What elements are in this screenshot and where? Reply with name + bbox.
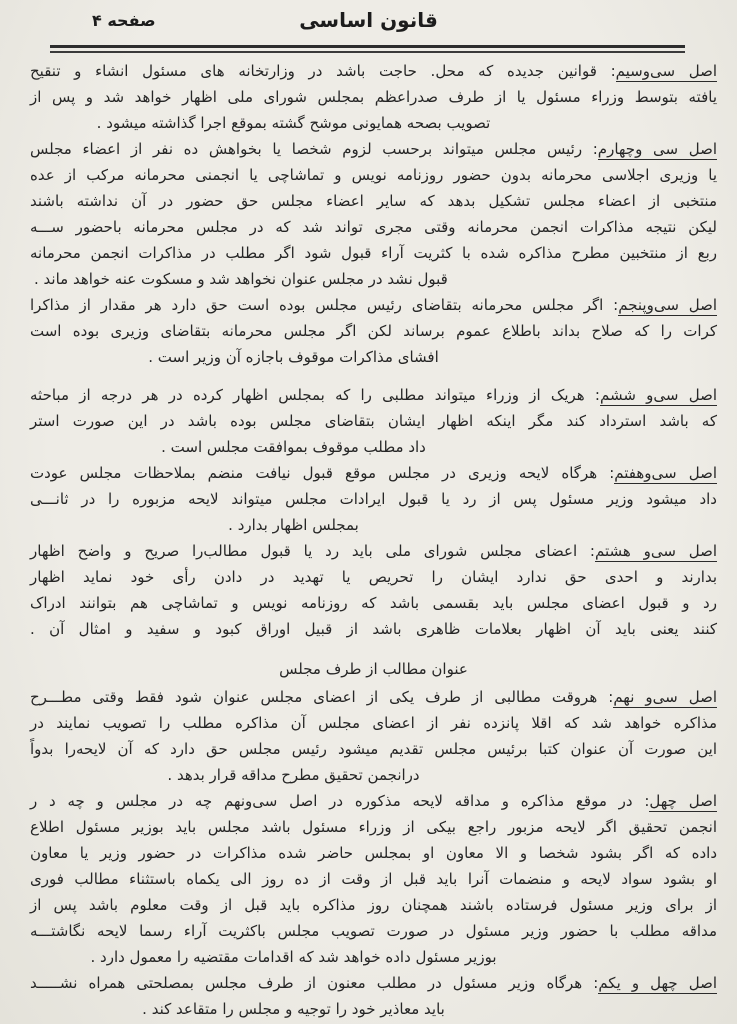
article-line: منتخبی از اعضاء مجلس تشکیل بدهد که سایر اعضاء مجلس حق حضور در آن نداشته باشند: [30, 192, 717, 210]
article-paragraph: [30, 460, 717, 538]
article-last-line: تصویب بصحه همایونی موشح گشته بموقع اجرا گذاشته میشود .: [96, 114, 491, 132]
article-label: اصل چهل: [649, 792, 717, 810]
article-paragraph: [30, 684, 717, 788]
article-first-line-text: : هرگاه وزیر مسئول در مطلب معنون از طرف مجلس بمصلحتی همراه نشـــــد: [30, 974, 599, 992]
article-paragraph: [30, 136, 717, 292]
document-body: [30, 58, 717, 1022]
article-label: اصل سی‌و هشتم: [595, 542, 717, 560]
section-heading: عنوان مطالب از طرف مجلس: [279, 660, 468, 678]
article-line: داد میشود وزیر مسئول پس از رد یا قبول ایرادات مجلس میتواند لایحه مزبوره را در ثانـــی: [30, 490, 717, 508]
article-last-line: کنند یعنی باید آن اظهار بعلامات ظاهری باشد از قبیل اوراق کبود و سفید و امثال آن .: [30, 620, 717, 638]
article-line: بدارند و احدی حق ندارد ایشان را تحریص یا تهدید در دادن رأی خود نماید اظهار: [30, 568, 717, 586]
article-first-line: [30, 788, 717, 814]
article-line: رد و قبول اعضای مجلس باید بقسمی باشد که روزنامه نویس و تماشاچی هم بتوانند ادراک: [30, 594, 717, 612]
article-first-line-text: : اگر مجلس محرمانه بتقاضای رئیس مجلس بوده است حق دارد هر مقدار از مذاکرا: [30, 296, 619, 314]
article-first-line: [30, 538, 717, 564]
article-paragraph: [30, 788, 717, 970]
article-first-line: [30, 970, 717, 996]
article-paragraph: [30, 970, 717, 1022]
article-last-line: بوزیر مسئول داده خواهد شد که اقدامات مقتضیه را معمول دارد .: [90, 948, 497, 966]
header-rule: [50, 45, 685, 53]
article-line: که باشد استرداد کند مگر اینکه اظهار ایشان بتقاضای مجلس بوده باشد در این صورت استر: [30, 412, 717, 430]
article-line: مداقه مطلب با حضور وزیر مسئول در صورت تصویب مجلس باکثریت آراء رسما لایحه نگاشتـــه: [30, 922, 717, 940]
article-first-line: [30, 460, 717, 486]
article-paragraph: [30, 538, 717, 642]
article-line: یافته بتوسط وزراء مسئول یا از طرف صدراعظم بمجلس شورای ملی اظهار خواهد شد و پس از: [30, 88, 717, 106]
article-paragraph: [30, 292, 717, 370]
article-label: اصل چهل و یکم: [598, 974, 717, 992]
article-label: اصل سی‌و ششم: [599, 386, 717, 404]
article-label: اصل سی‌وهفتم: [614, 464, 717, 482]
article-first-line-text: : اعضای مجلس شورای ملی باید رد یا قبول مطالب‌را صریح و واضح اظهار: [30, 542, 595, 560]
article-first-line: [30, 136, 717, 162]
article-line: داده که اگر بشود شخصا و الا معاون او بمجلس حاضر شده مذاکرات در حضور وزیر یا معاون: [30, 844, 717, 862]
article-first-line-text: : قوانین جدیده که محل. حاجت باشد در وزارتخانه های مسئول انشاء و تنقیح: [30, 62, 616, 80]
page-title: قانون اساسی: [299, 8, 438, 32]
article-line: انجمن تحقیق اگر لایحه مزبور راجع بیکی از وزراء مسئول باشد مجلس باید بوزیر مسئول اطلاع: [30, 818, 717, 836]
article-last-line: افشای مذاکرات موقوف باجازه آن وزیر است .: [148, 348, 439, 366]
page-number-label: صفحه ۴: [92, 11, 156, 30]
article-last-line: درانجمن تحقیق مطرح مداقه قرار بدهد .: [167, 766, 420, 784]
article-first-line: [30, 382, 717, 408]
article-label: اصل سی وچهارم: [597, 140, 717, 158]
article-line: مذاکره خواهد شد که اقلا پانزده نفر از اعضای مجلس آن مذاکره مطلب را تصویب نمایند در: [30, 714, 717, 732]
article-label: اصل سی‌وپنجم: [618, 296, 717, 314]
article-first-line: [30, 58, 717, 84]
article-label: اصل سی‌و نهم: [613, 688, 718, 706]
article-line: کرات را که صلاح بداند باطلاع عموم برساند لکن اگر مجلس محرمانه بتقاضای وزیری بوده است: [30, 322, 717, 340]
page-header: [0, 0, 737, 44]
article-paragraph: [30, 382, 717, 460]
article-last-line: قبول نشد در مجلس عنوان نخواهد شد و مسکوت عنه خواهد ماند .: [34, 270, 448, 288]
article-line: از برای وزیر مسئول فرستاده باشند همچنان روز مذاکره باید قبل از وقت معلوم باشد پس از: [30, 896, 717, 914]
article-line: لیکن نتیجه مذاکرات انجمن محرمانه وقتی مجری تواند شد که در مجلس محرمانه باحضور ســـه: [30, 218, 717, 236]
article-first-line-text: : هریک از وزراء میتواند مطلبی را که بمجلس اظهار کرده در هر درجه از مباحثه: [30, 386, 600, 404]
article-line: یا وزیری اجلاسی محرمانه بدون حضور روزنامه نویس و تماشاچی یا انجمنی محرمانه مرکب از عده: [30, 166, 717, 184]
article-last-line: داد مطلب موقوف بموافقت مجلس است .: [161, 438, 426, 456]
article-first-line-text: : هروقت مطالبی از طرف یکی از اعضای مجلس عنوان شود فقط وقتی مطـــرح: [30, 688, 614, 706]
article-label: اصل سی‌وسیم: [615, 62, 717, 80]
article-line: او بشود سواد لایحه و منضمات آنرا باید قبل از وقت از ده روز الی یکماه باستثناء مطالب فوری: [30, 870, 717, 888]
article-last-line: باید معاذیر خود را توجیه و مجلس را متقاعد کند .: [142, 1000, 445, 1018]
article-paragraph: [30, 58, 717, 136]
article-line: این صورت آن عنوان کتبا برئیس مجلس تقدیم میشود رئیس مجلس حق دارد که آن لایحه‌را بدواً: [30, 740, 717, 758]
article-first-line-text: : هرگاه لایحه وزیری در مجلس موقع قبول نیافت منضم بملاحظات مجلس عودت: [30, 464, 615, 482]
article-line: ربع از منتخبین مطرح مذاکره شده با کثریت آراء قبول شود اگر مطلب در مذاکرات انجمن محرمانه: [30, 244, 717, 262]
article-first-line-text: : در موقع مذاکره و مداقه لایحه مذکوره در اصل سی‌ونهم چه در مجلس و چه د ر: [30, 792, 650, 810]
article-first-line-text: : رئیس مجلس میتواند برحسب لزوم شخصا یا بخواهش ده نفر از اعضاء مجلس: [30, 140, 598, 158]
article-first-line: [30, 684, 717, 710]
article-last-line: بمجلس اظهار بدارد .: [228, 516, 359, 534]
article-first-line: [30, 292, 717, 318]
